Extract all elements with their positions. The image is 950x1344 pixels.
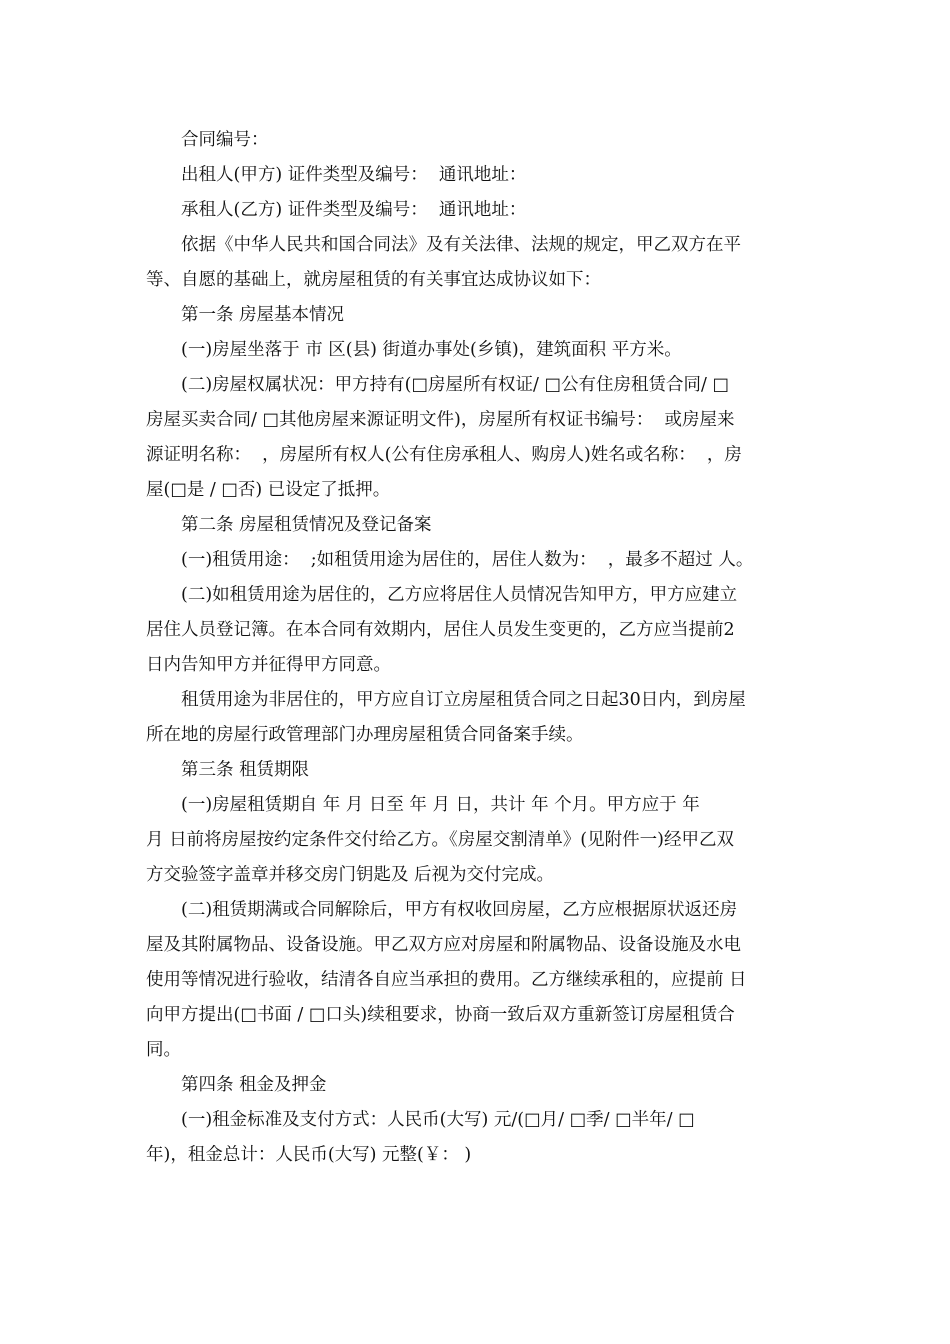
contract-line: 租赁用途为非居住的，甲方应自订立房屋租赁合同之日起30日内，到房屋 <box>181 690 746 710</box>
contract-line: 日内告知甲方并征得甲方同意。 <box>146 655 391 675</box>
contract-line: (一)房屋租赁期自 年 月 日至 年 月 日，共计 年 个月。甲方应于 年 <box>181 795 700 815</box>
contract-line: 第四条 租金及押金 <box>181 1075 327 1095</box>
contract-line: 依据《中华人民共和国合同法》及有关法律、法规的规定，甲乙双方在平 <box>181 235 741 255</box>
contract-line: (一)租金标准及支付方式：人民币(大写) 元/(□月/ □季/ □半年/ □ <box>181 1110 695 1130</box>
contract-line: 方交验签字盖章并移交房门钥匙及 后视为交付完成。 <box>146 865 555 885</box>
contract-line: 第二条 房屋租赁情况及登记备案 <box>181 515 432 535</box>
contract-line: 月 日前将房屋按约定条件交付给乙方。《房屋交割清单》(见附件一)经甲乙双 <box>146 830 734 850</box>
contract-line: 承租人(乙方) 证件类型及编号： 通讯地址： <box>181 200 527 220</box>
contract-line: 第一条 房屋基本情况 <box>181 305 345 325</box>
contract-body <box>146 123 812 1173</box>
contract-line: 屋及其附属物品、设备设施。甲乙双方应对房屋和附属物品、设备设施及水电 <box>146 935 741 955</box>
contract-line: 所在地的房屋行政管理部门办理房屋租赁合同备案手续。 <box>146 725 584 745</box>
contract-line: 合同编号： <box>181 130 269 150</box>
contract-line: 等、自愿的基础上，就房屋租赁的有关事宜达成协议如下： <box>146 270 601 290</box>
contract-line: 居住人员登记簿。在本合同有效期内，居住人员发生变更的，乙方应当提前2 <box>146 620 735 640</box>
contract-line: (一)房屋坐落于 市 区(县) 街道办事处(乡镇)，建筑面积 平方米。 <box>181 340 682 360</box>
contract-line: 同。 <box>146 1040 181 1060</box>
contract-line: 屋(□是 / □否) 已设定了抵押。 <box>146 480 391 500</box>
contract-line: 第三条 租赁期限 <box>181 760 310 780</box>
contract-line: (一)租赁用途： ;如租赁用途为居住的，居住人数为： ，最多不超过 人。 <box>181 550 754 570</box>
contract-line: 出租人(甲方) 证件类型及编号： 通讯地址： <box>181 165 527 185</box>
contract-line: 房屋买卖合同/ □其他房屋来源证明文件)，房屋所有权证书编号： 或房屋来 <box>146 410 735 430</box>
contract-line: 使用等情况进行验收，结清各自应当承担的费用。乙方继续承租的，应提前 日 <box>146 970 747 990</box>
contract-line: 源证明名称： ，房屋所有权人(公有住房承租人、购房人)姓名或名称： ，房 <box>146 445 742 465</box>
contract-line: (二)租赁期满或合同解除后，甲方有权收回房屋，乙方应根据原状返还房 <box>181 900 738 920</box>
contract-line: 年)，租金总计：人民币(大写) 元整(￥： ) <box>146 1145 472 1165</box>
contract-line: 向甲方提出(□书面 / □口头)续租要求，协商一致后双方重新签订房屋租赁合 <box>146 1005 735 1025</box>
contract-line: (二)房屋权属状况：甲方持有(□房屋所有权证/ □公有住房租赁合同/ □ <box>181 375 730 395</box>
contract-line: (二)如租赁用途为居住的，乙方应将居住人员情况告知甲方，甲方应建立 <box>181 585 738 605</box>
